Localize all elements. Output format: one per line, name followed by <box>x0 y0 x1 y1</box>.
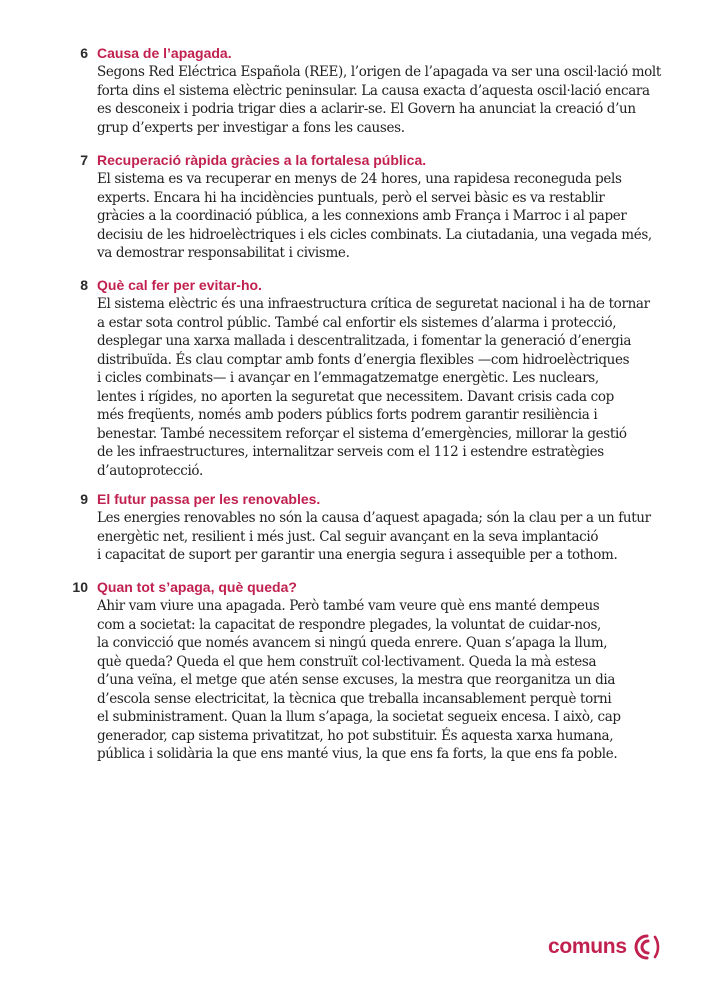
section-body <box>97 597 667 764</box>
section-number: 10 <box>72 579 88 595</box>
section-title: Causa de l’apagada. <box>97 45 232 61</box>
body-line: Les energies renovables no són la causa d’aquest apagada; són la clau per a un futur <box>97 510 651 526</box>
body-line: decisiu de les hidroelèctriques i els cicles combinats. La ciutadania, una vegada més, <box>97 226 652 243</box>
logo-text: comuns <box>548 935 627 958</box>
body-line: d’autoprotecció. <box>97 462 203 479</box>
body-line: més freqüents, només amb poders públics forts podrem garantir resiliència i <box>97 407 598 423</box>
body-line: benestar. També necessitem reforçar el sistema d’emergències, millorar la gestió <box>97 425 627 442</box>
body-line: desplegar una xarxa mallada i descentralitzada, i fomentar la generació d’energia <box>97 333 632 349</box>
body-line: El sistema es va recuperar en menys de 24 hores, una rapidesa reconeguda pels <box>97 171 622 187</box>
body-line: forta dins el sistema elèctric peninsular. La causa exacta d’aquesta oscil·lació encara <box>97 82 650 99</box>
comuns-logo <box>548 930 661 964</box>
section-number: 6 <box>80 45 88 61</box>
body-line: la convicció que només avancem si ningú queda enrere. Quan s’apaga la llum, <box>97 635 608 651</box>
section-body <box>97 509 667 565</box>
section-number: 8 <box>80 277 88 293</box>
body-line: experts. Encara hi ha incidències puntuals, però el servei bàsic es va restablir <box>97 189 605 206</box>
body-line: grup d’experts per investigar a fons les causes. <box>97 119 405 136</box>
body-line: El sistema elèctric és una infraestructura crítica de seguretat nacional i ha de tornar <box>97 296 650 312</box>
body-line: energètic net, resilient i més just. Cal seguir avançant en la seva implantació <box>97 528 599 545</box>
body-line: es desconeix i podria trigar dies a aclarir-se. El Govern ha anunciat la creació d’un <box>97 101 636 117</box>
body-line: distribuïda. És clau comptar amb fonts d’energia flexibles —com hidroelèctriques <box>97 351 630 368</box>
body-line: de les infraestructures, internalitzar serveis com el 112 i estendre estratègies <box>97 444 604 460</box>
body-line: i capacitat de suport per garantir una energia segura i assequible per a tothom. <box>97 547 618 563</box>
body-line: a estar sota control públic. També cal enfortir els sistemes d’alarma i protecció, <box>97 314 617 331</box>
body-line: què queda? Queda el que hem construït col·lectivament. Queda la mà estesa <box>97 653 597 670</box>
body-line: generador, cap sistema privatitzat, ho pot substituir. És aquesta xarxa humana, <box>97 727 614 744</box>
section-number: 9 <box>80 491 88 507</box>
section-body <box>97 295 667 480</box>
body-line: pública i solidària la que ens manté vius, la que ens fa forts, la que ens fa poble. <box>97 746 618 762</box>
body-line: i cicles combinats— i avançar en l’emmagatzematge energètic. Les nuclears, <box>97 370 599 386</box>
section-body <box>97 170 667 263</box>
body-line: el subministrament. Quan la llum s’apaga, la societat segueix encesa. I això, cap <box>97 709 621 725</box>
section-title: El futur passa per les renovables. <box>97 491 321 507</box>
section-title: Recuperació ràpida gràcies a la fortalesa pública. <box>97 152 427 168</box>
body-line: lentes i rígides, no aporten la seguretat que necessitem. Davant crisis cada cop <box>97 388 614 405</box>
body-line: com a societat: la capacitat de respondre plegades, la voluntat de cuidar-nos, <box>97 616 601 633</box>
section-title: Què cal fer per evitar-ho. <box>97 277 262 293</box>
body-line: d’una veïna, el metge que atén sense excuses, la mestra que reorganitza un dia <box>97 672 616 688</box>
body-line: Segons Red Eléctrica Española (REE), l’origen de l’apagada va ser una oscil·lació molt <box>97 64 661 80</box>
body-line: d’escola sense electricitat, la tècnica que treballa incansablement perquè torni <box>97 690 612 707</box>
section-number: 7 <box>80 152 88 168</box>
section-title: Quan tot s’apaga, què queda? <box>97 579 297 595</box>
comuns-arcs-icon <box>631 931 661 963</box>
body-line: va demostrar responsabilitat i civisme. <box>97 245 350 261</box>
body-line: Ahir vam viure una apagada. Però també vam veure què ens manté dempeus <box>97 598 600 614</box>
section-body <box>97 63 667 137</box>
body-line: gràcies a la coordinació pública, a les connexions amb França i Marroc i al paper <box>97 208 627 224</box>
